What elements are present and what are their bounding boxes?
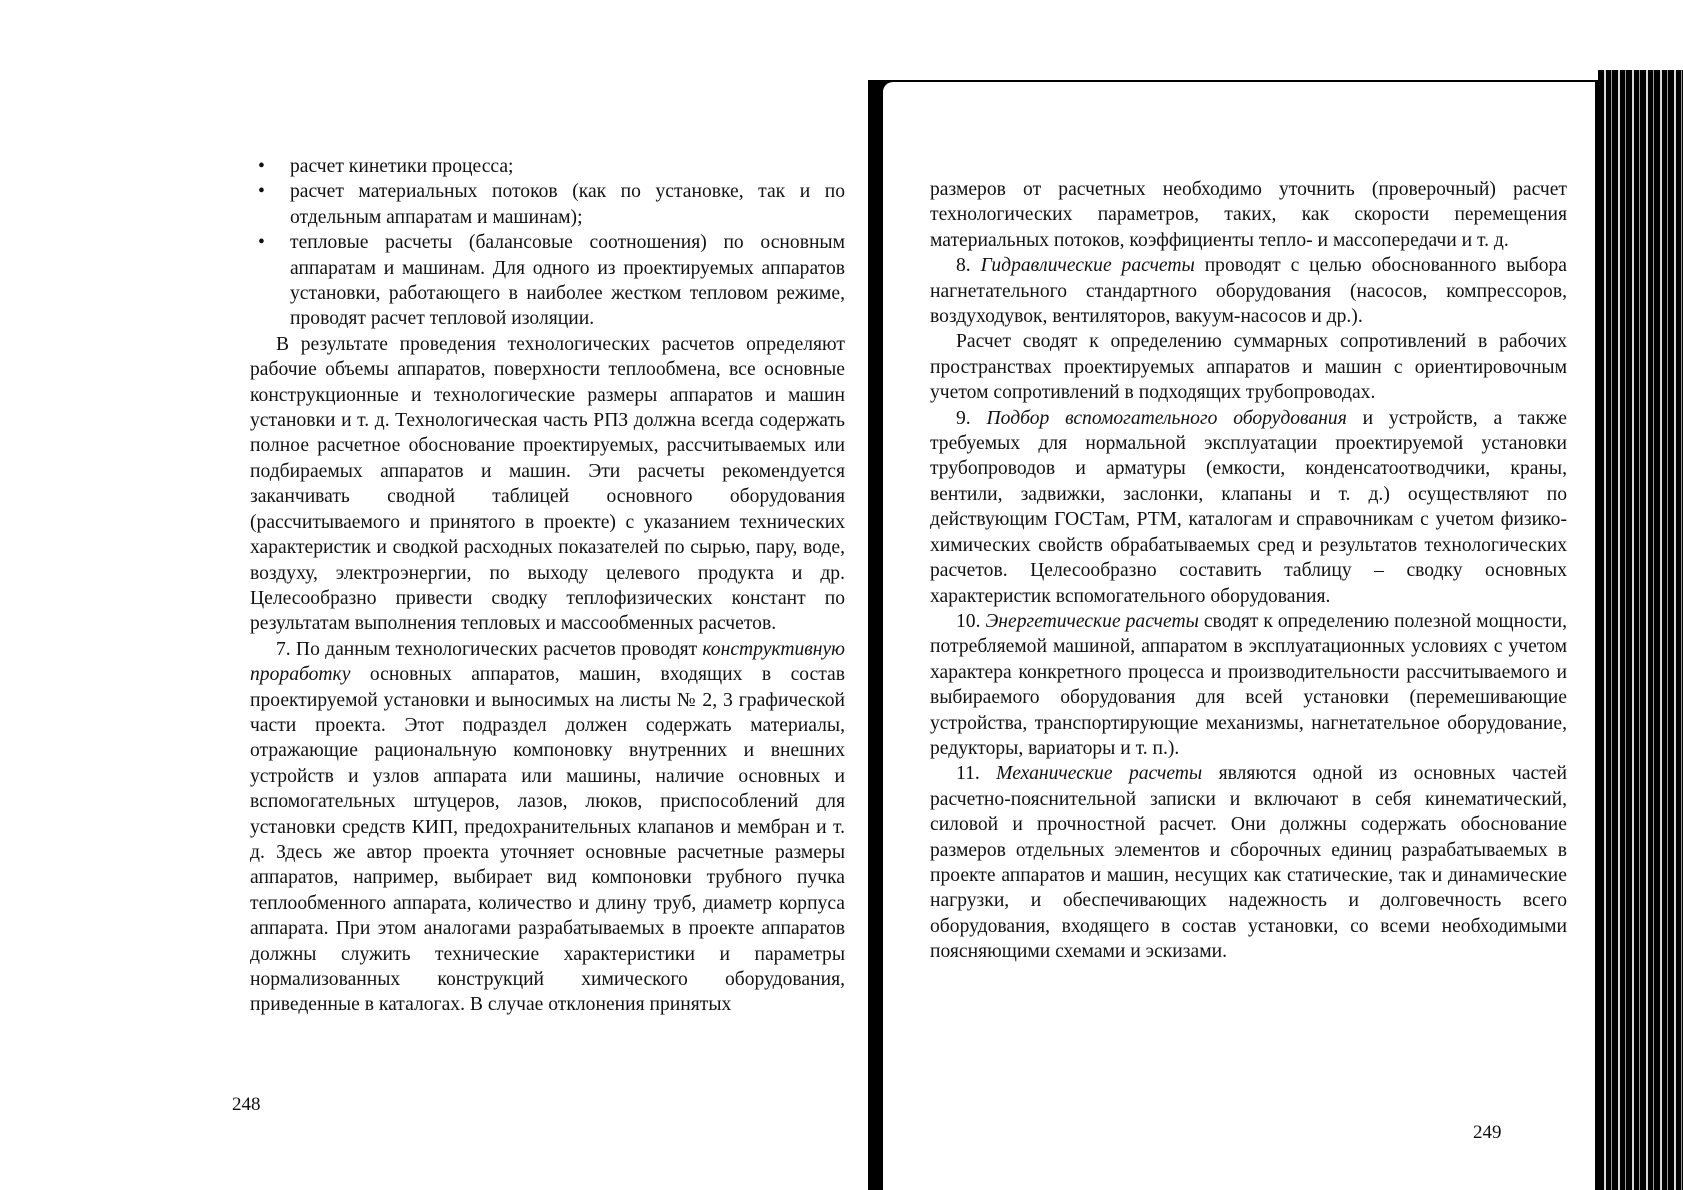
right-page-text [930, 177, 1567, 965]
book-edge [1598, 70, 1683, 1190]
italic-term: Подбор вспомогательного оборудования [986, 407, 1347, 429]
italic-term: Энергетические расчеты [985, 610, 1199, 632]
paragraph: Расчет сводят к определению суммарных сопротивлений в рабочих пространствах проектируемых аппаратов и машин с ориентировочным учетом сопротивлений в подходящих трубопроводах. [930, 331, 1567, 404]
paragraph-section-9 [930, 406, 1567, 609]
paragraph-text: 7. По данным технологических расчетов проводят [276, 638, 703, 660]
paragraph-text: и устройств, а также требуемых для нормальной эксплуатации проектируемой установки трубопроводов и арматуры (емкости, конденсатоотводчики, краны, вентили, задвижки, заслонки, клапаны и т. д.) осуществляют по действующим ГОСТам, РТМ, каталогам и справочникам с учетом физико-химических свойств обрабатываемых сред и результатов технологических расчетов. Целесообразно составить таблицу – сводку основных характеристик вспомогательного оборудования. [930, 407, 1567, 607]
paragraph-section-8 [930, 253, 1567, 329]
paragraph-text: сводят к определению полезной мощности, потребляемой машиной, аппаратом в эксплуатационных условиях с учетом характера конкретного процесса и производительности рассчитываемого и выбираемого оборудования для всей установки (перемешивающие устройства, транспортирующие механизмы, нагнетательное оборудование, редукторы, вариаторы и т. п.). [930, 610, 1567, 759]
paragraph-text: основных аппаратов, машин, входящих в состав проектируемой установки и выносимых на листы № 2, 3 графической части проекта. Этот подраздел должен содержать материалы, отражающие рациональную компоновку внутренних и внешних устройств и узлов аппарата или машины, наличие основных и вспомогательных штуцеров, лазов, люков, приспособлений для установки средств КИП, предохранительных клапанов и мембран и т. д. Здесь же автор проекта уточняет основные расчетные размеры аппаратов, например, выбирает вид компоновки трубного пучка теплообменного аппарата, количество и длину труб, диаметр корпуса аппарата. При этом аналогами разрабатываемых в проекте аппаратов должны служить технические характеристики и параметры нормализованных конструкций химического оборудования, приведенные в каталогах. В случае отклонения принятых [250, 664, 845, 1016]
page-number: 248 [232, 1094, 261, 1115]
section-number: 11. [956, 763, 997, 785]
page-number: 249 [1473, 1122, 1502, 1143]
bullet-item: • тепловые расчеты (балансовые соотношения) по основным аппаратам и машинам. Для одного из проектируемых аппаратов установки, работающего в наиболее жестком тепловом режиме, проводят расчет тепловой изоляции. [250, 230, 845, 332]
paragraph-section-7 [250, 637, 845, 1018]
right-page [883, 82, 1595, 1190]
bullet-list [250, 154, 845, 332]
left-page-text [250, 154, 845, 1018]
paragraph-section-11 [930, 761, 1567, 964]
paragraph-section-10 [930, 609, 1567, 761]
section-number: 8. [956, 255, 981, 277]
bullet-item: • расчет материальных потоков (как по установке, так и по отдельным аппаратам и машинам); [250, 179, 845, 230]
italic-term: Механические расчеты [996, 763, 1203, 785]
section-number: 9. [956, 407, 987, 429]
paragraph: размеров от расчетных необходимо уточнить (проверочный) расчет технологических параметров, таких, как скорости перемещения материальных потоков, коэффициенты тепло- и массопередачи и т. д. [930, 179, 1567, 251]
paragraph: В результате проведения технологических расчетов определяют рабочие объемы аппаратов, поверхности теплообмена, все основные конструкционные и технологические размеры аппаратов и машин установки и т. д. Технологическая часть РПЗ должна всегда содержать полное расчетное обоснование проектируемых, рассчитываемых или подбираемых аппаратов и машин. Эти расчеты рекомендуется заканчивать сводной таблицей основного оборудования (рассчитываемого и принятого в проекте) с указанием технических характеристик и сводкой расходных показателей по сырью, пару, воде, воздуху, электроэнергии, по выходу целевого продукта и др. Целесообразно привести сводку теплофизических констант по результатам выполнения тепловых и массообменных расчетов. [250, 333, 845, 635]
italic-term: Гидравлические расчеты [980, 255, 1195, 277]
bullet-item: • расчет кинетики процесса; [250, 154, 845, 179]
italic-term: конструктивную проработку [250, 638, 845, 686]
section-number: 10. [956, 610, 986, 632]
paragraph-text: являются одной из основных частей расчетно-пояснительной записки и включают в себя кинематический, силовой и прочностной расчет. Они должны содержать обоснование размеров отдельных элементов и сборочных единиц разрабатываемых в проекте аппаратов и машин, несущих как статические, так и динамические нагрузки, и обеспечивающих надежность и долговечность всего оборудования, входящего в состав установки, со всеми необходимыми поясняющими схемами и эскизами. [930, 763, 1567, 963]
paragraph-text: проводят с целью обоснованного выбора нагнетательного стандартного оборудования (насосов, компрессоров, воздуходувок, вентиляторов, вакуум-насосов и др.). [930, 255, 1567, 328]
left-page [0, 68, 868, 1190]
